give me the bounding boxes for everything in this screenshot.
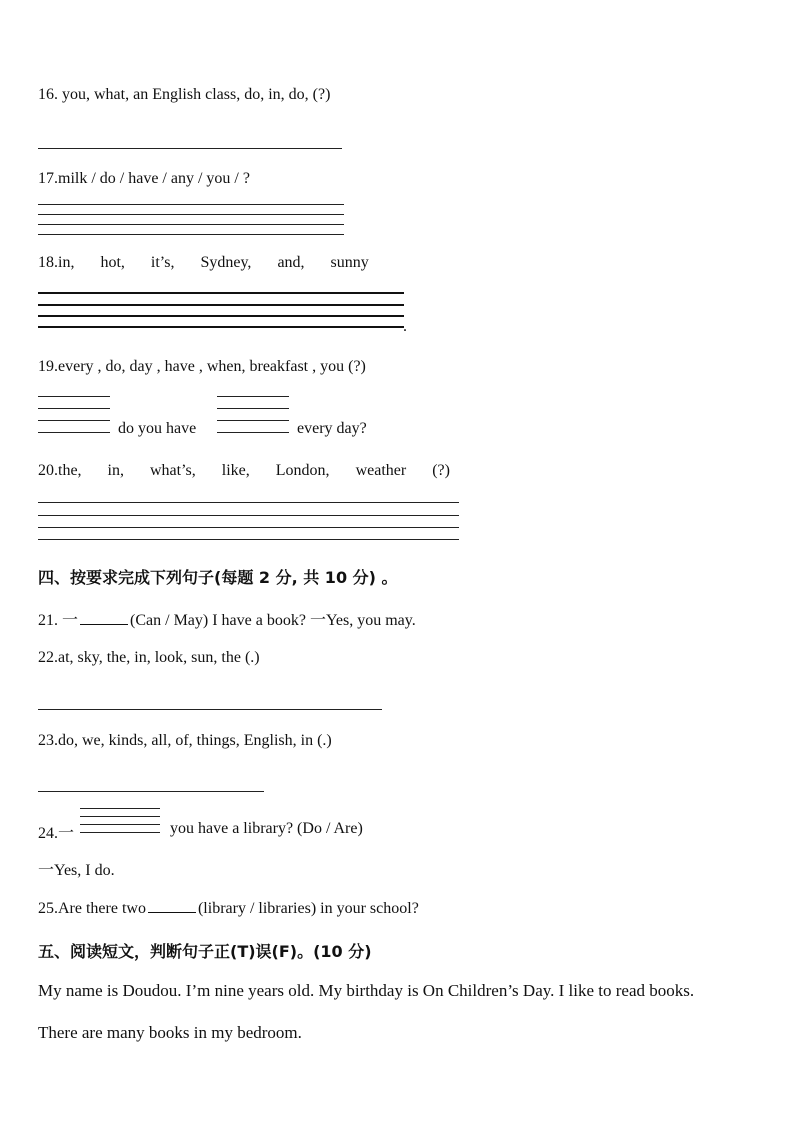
period-mark: . [403,318,407,335]
answer-line-17b[interactable] [38,214,344,215]
blank-line [80,816,160,817]
q20-word: 20.the, [38,462,82,479]
question-16: 16. you, what, an English class, do, in, do, (?) [38,86,331,103]
blank-line [217,432,289,433]
q20-word: weather [355,462,407,479]
blank-line [80,824,160,825]
q21-prefix: 21. 一 [38,612,79,629]
q18-word: Sydney, [200,254,252,271]
q20-word: London, [275,462,330,479]
question-24: you have a library? (Do / Are) [170,820,363,837]
blank-19a[interactable] [38,396,110,436]
blank-19b[interactable] [217,396,289,436]
q20-word: like, [221,462,250,479]
question-23: 23.do, we, kinds, all, of, things, English, in (.) [38,732,332,749]
answer-line-17a[interactable] [38,204,344,205]
question-21 [38,607,416,630]
section-4-heading: 四、按要求完成下列句子(每题 2 分, 共 10 分) 。 [38,568,398,587]
q20-word: what’s, [150,462,196,479]
q18-word: hot, [100,254,125,271]
blank-line [38,420,110,421]
question-25 [38,898,419,918]
q18-word: and, [277,254,305,271]
blank-24[interactable] [80,808,162,834]
section-5-heading: 五、阅读短文，判断句子正(T)误(F)。(10 分) [38,942,372,961]
q25-text: (library / libraries) in your school? [197,900,419,917]
q21-text: (Can / May) I have a book? 一Yes, you may. [130,612,416,629]
q24-prefix: 24.一 [38,825,75,842]
q20-word: in, [107,462,124,479]
answer-line-17d[interactable] [38,234,344,235]
answer-line-17c[interactable] [38,224,344,225]
question-20 [38,462,450,480]
reading-paragraph-2: There are many books in my bedroom. [38,1023,302,1042]
q18-word: it’s, [150,254,175,271]
blank-line [80,808,160,809]
q25-prefix: 25.Are there two [38,900,146,917]
blank-21[interactable] [80,610,128,625]
blank-line [217,396,289,397]
q20-word: (?) [432,462,450,479]
answer-line-20d[interactable] [38,539,459,540]
answer-line-18c[interactable] [38,315,404,317]
answer-line-20a[interactable] [38,502,459,503]
q19-middle-text: do you have [118,420,197,437]
reading-paragraph-1: My name is Doudou. I’m nine years old. My birthday is On Children’s Day. I like to read books. [38,981,695,1000]
blank-line [217,408,289,409]
blank-line [38,432,110,433]
q18-word: sunny [330,254,369,271]
answer-line-16[interactable] [38,148,342,149]
answer-line-18a[interactable] [38,292,404,294]
answer-line-20b[interactable] [38,515,459,516]
blank-line [217,420,289,421]
answer-line-23[interactable] [38,791,264,792]
blank-25[interactable] [148,898,196,913]
q18-word: 18.in, [38,254,75,271]
question-18 [38,254,369,272]
answer-line-20c[interactable] [38,527,459,528]
blank-line [38,408,110,409]
question-19: 19.every , do, day , have , when, breakfast , you (?) [38,358,366,375]
question-22: 22.at, sky, the, in, look, sun, the (.) [38,649,260,666]
answer-line-18b[interactable] [38,304,404,306]
answer-line-22[interactable] [38,709,382,710]
question-17: 17.milk / do / have / any / you / ? [38,170,250,187]
answer-24: 一Yes, I do. [38,862,115,879]
blank-line [80,832,160,833]
answer-line-18d[interactable] [38,326,404,328]
q19-end-text: every day? [297,420,367,437]
blank-line [38,396,110,397]
